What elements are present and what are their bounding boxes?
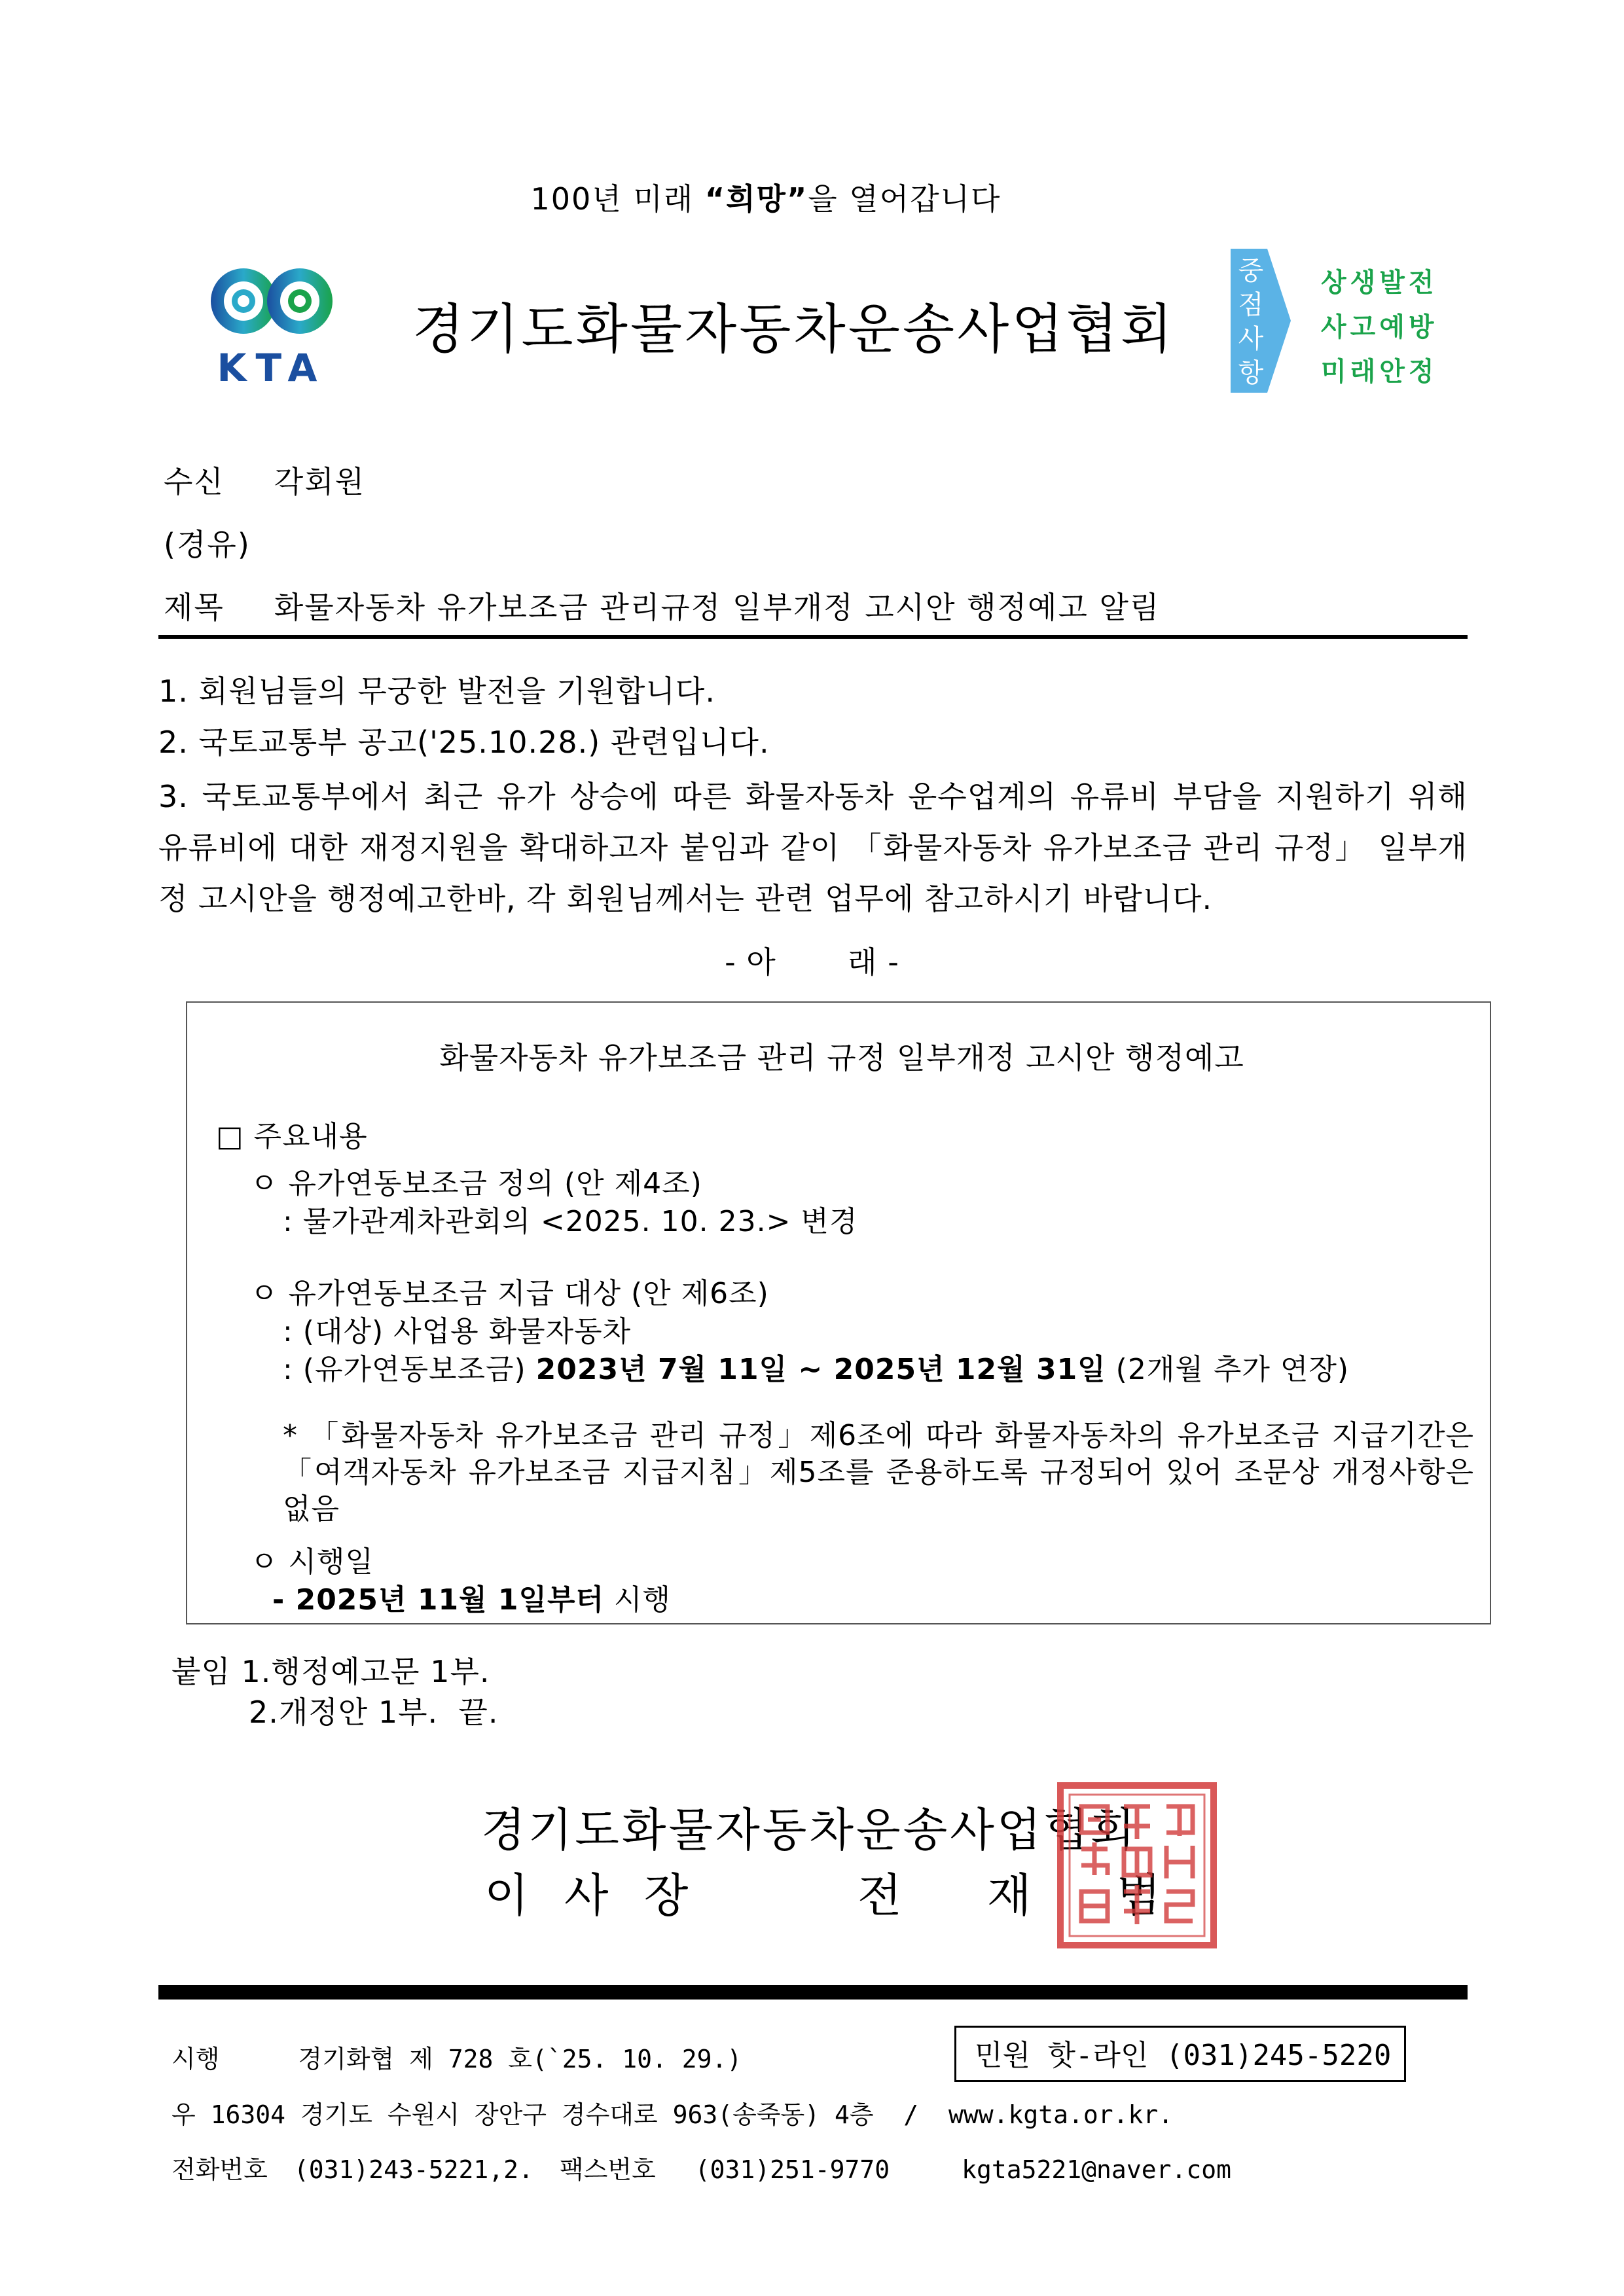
official-seal: [1055, 1780, 1219, 1950]
bullet-3-sub: [272, 1576, 671, 1618]
bullet-2-sub-2-period: 2023년 7월 11일 ~ 2025년 12월 31일: [535, 1353, 1106, 1386]
signature-org: 경기도화물자동차운송사업협회: [481, 1803, 1138, 1857]
kta-logo-icon: [203, 257, 340, 387]
slogan-prefix: 100년 미래: [530, 181, 705, 217]
box-title: 화물자동차 유가보조금 관리 규정 일부개정 고시안 행정예고: [439, 1040, 1244, 1075]
bullet-2-sub-2-suffix: (2개월 추가 연장): [1106, 1353, 1349, 1386]
via-label: (경유): [164, 527, 251, 562]
attachment-2: 2.개정안 1부. 끝.: [249, 1695, 499, 1730]
below-heading: - 아 래 -: [725, 944, 899, 980]
section-heading: □ 주요내용: [216, 1120, 368, 1153]
priority-item: 미래안정: [1321, 357, 1438, 387]
bullet-2: ㅇ 유가연동보조금 지급 대상 (안 제6조): [250, 1277, 769, 1310]
header-divider: [158, 635, 1468, 639]
bullet-2-sub-2-prefix: : (유가연동보조금): [283, 1353, 536, 1386]
slogan-suffix: 을 열어갑니다: [808, 181, 1001, 217]
body-item-1: 1. 회원님들의 무궁한 발전을 기원합니다.: [158, 673, 715, 709]
bullet-2-sub-1: : (대상) 사업용 화물자동차: [283, 1315, 632, 1348]
body-item-3: 3. 국토교통부에서 최근 유가 상승에 따른 화물자동차 운수업계의 유류비 부담을 지원하기 위해 유류비에 대한 재정지원을 확대하고자 붙임과 같이 「화물자동차 유가보조금 관리 규정」 일부개정 고시안을 행정예고한바, 각 회원님께서는 관련 업무에 참고하시기 바랍니다.: [158, 779, 1468, 916]
box-note: * 「화물자동차 유가보조금 관리 규정」제6조에 따라 화물자동차의 유가보조금 지급기간은「여객자동차 유가보조금 지급지침」제5조를 준용하도록 규정되어 있어 조문상 개정사항은 없음: [283, 1419, 1474, 1526]
subject-value: 화물자동차 유가보조금 관리규정 일부개정 고시안 행정예고 알림: [274, 590, 1161, 625]
contact-row: [171, 2149, 1231, 2185]
effective-date: - 2025년 11월 1일부터: [272, 1583, 605, 1617]
priority-item: 상생발전: [1321, 268, 1438, 298]
priority-item: 사고예방: [1321, 312, 1438, 342]
notice-box: [186, 1001, 1491, 1624]
body-item-2: 2. 국토교통부 공고('25.10.28.) 관련입니다.: [158, 725, 770, 760]
priority-list: [1321, 260, 1438, 394]
slogan: [0, 175, 1532, 219]
recipient-label: 수신: [164, 464, 225, 499]
attachments-label: 붙임: [171, 1654, 231, 1689]
address: 우 16304 경기도 수원시 장안구 경수대로 963(송죽동) 4층 / www.kgta.or.kr.: [171, 2100, 1174, 2129]
recipient-value: 각회원: [274, 464, 366, 499]
signature-name: 전 재 범: [857, 1869, 1164, 1922]
bullet-1: ㅇ 유가연동보조금 정의 (안 제4조): [250, 1167, 702, 1200]
bullet-3: ㅇ 시행일: [250, 1545, 374, 1579]
kta-logo-text: KTA: [217, 346, 327, 387]
attachment-1: 1.행정예고문 1부.: [241, 1654, 490, 1689]
hotline-box: 민원 핫-라인 (031)245-5220: [954, 2026, 1406, 2082]
slogan-emphasis: “희망”: [704, 181, 808, 217]
fax-value: (031)251-9770: [695, 2155, 890, 2184]
doc-value: 경기화협 제 728 호(`25. 10. 29.): [298, 2045, 742, 2073]
bullet-2-sub-2: [283, 1346, 1349, 1388]
signature-title: 이 사 장: [484, 1869, 691, 1922]
kta-logo: [203, 257, 340, 387]
organization-name: 경기도화물자동차운송사업협회: [412, 298, 1175, 361]
email: kgta5221@naver.com: [962, 2155, 1231, 2184]
attachments-row: [171, 1648, 490, 1691]
fax-label: 팩스번호: [559, 2155, 656, 2184]
recipient-row: [164, 458, 365, 501]
phone-label: 전화번호: [171, 2155, 268, 2184]
bullet-3-sub-suffix: 시행: [604, 1583, 672, 1617]
doc-number-row: [171, 2039, 742, 2075]
doc-label: 시행: [171, 2045, 220, 2073]
subject-label: 제목: [164, 590, 225, 625]
phone-value: (031)243-5221,2.: [293, 2155, 533, 2184]
priority-tag-label: 중점사항: [1238, 256, 1264, 388]
footer-divider: [158, 1985, 1468, 2000]
subject-row: [164, 584, 1160, 627]
bullet-1-sub: : 물가관계차관회의 <2025. 10. 23.> 변경: [283, 1205, 858, 1238]
